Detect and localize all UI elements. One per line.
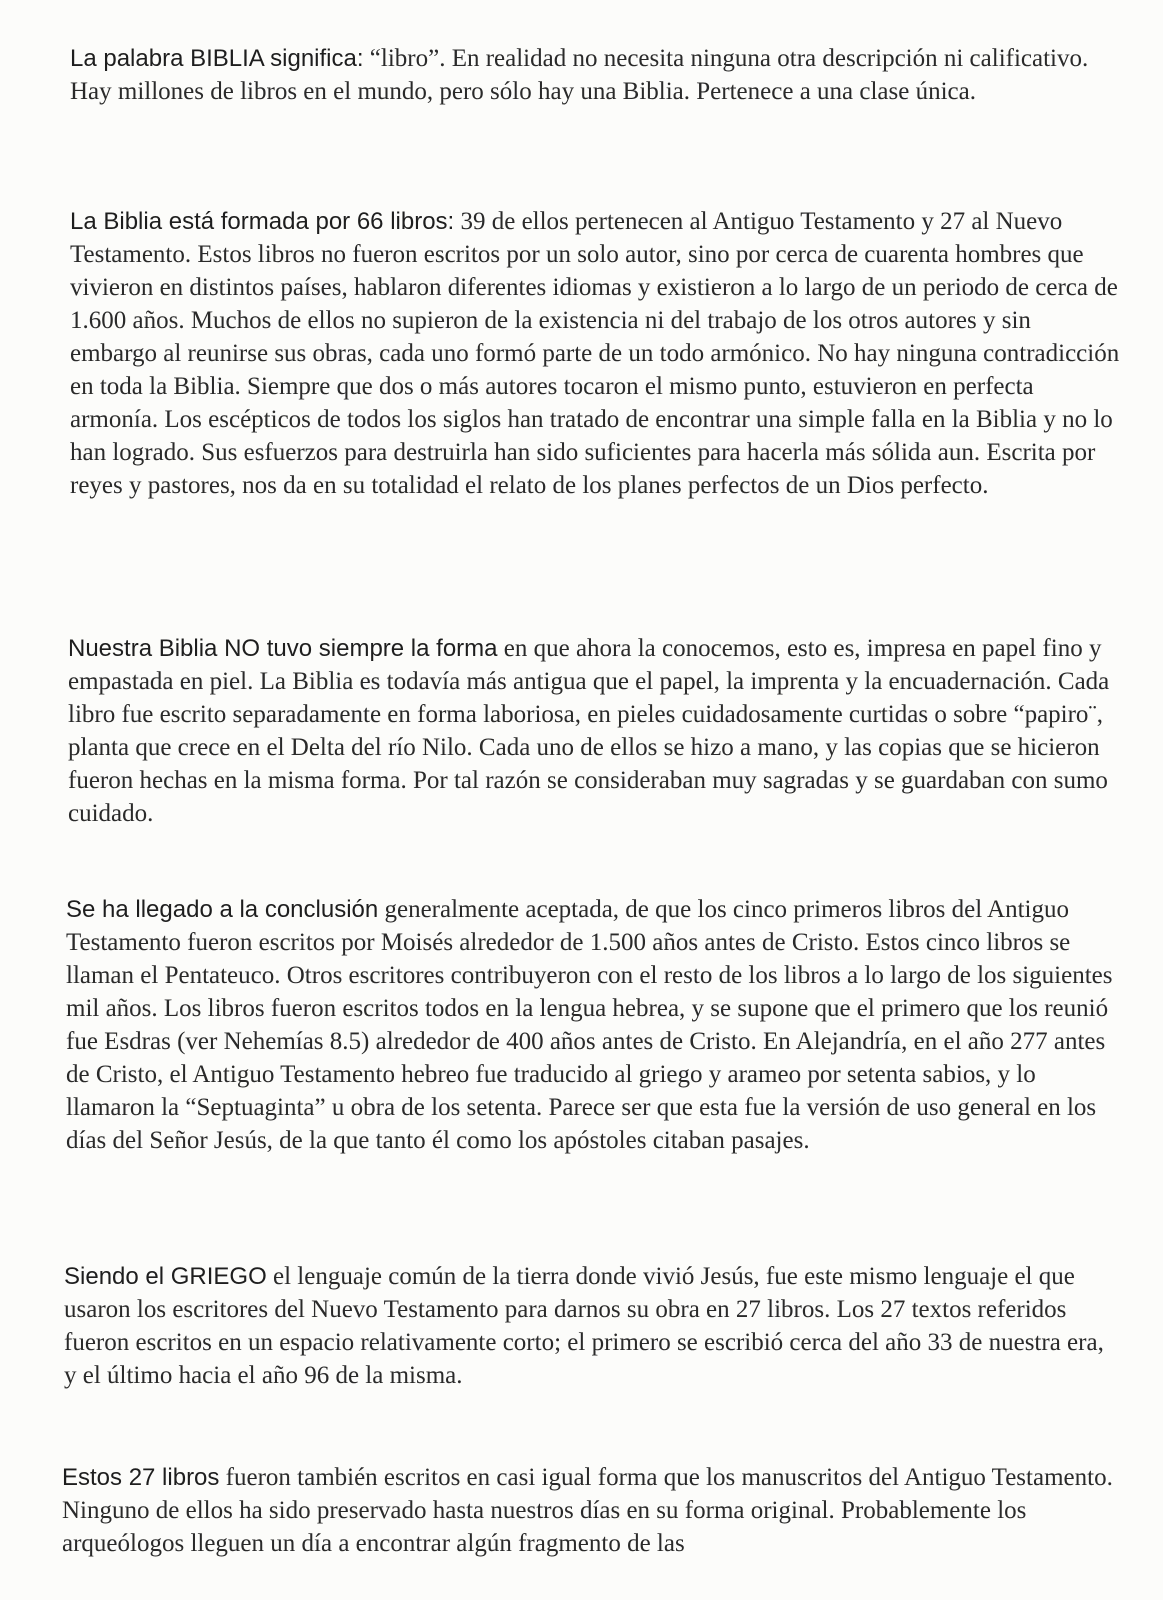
- paragraph-pentateuch: [66, 893, 1118, 1157]
- paragraph-text: fueron también escritos en casi igual forma que los manuscritos del Antiguo Testamento. Ninguno de ellos ha sido preservado hasta nuestros días en su forma original. Probablemente los arqueólogos lleguen un día a encontrar algún fragmento de las: [62, 1464, 1113, 1557]
- paragraph-lead: Se ha llegado a la conclusión: [66, 896, 379, 923]
- paragraph-lead: La palabra BIBLIA significa:: [70, 45, 364, 72]
- paragraph-lead: Estos 27 libros: [62, 1464, 220, 1491]
- paragraph-biblia-meaning: [70, 42, 1122, 108]
- paragraph-form-of-bible: [68, 632, 1120, 830]
- paragraph-text: 39 de ellos pertenecen al Antiguo Testamento y 27 al Nuevo Testamento. Estos libros no fueron escritos por un solo autor, sino por cerca de cuarenta hombres que vivieron en distintos países, hablaron diferentes idiomas y existieron a lo largo de un periodo de cerca de 1.600 años. Muchos de ellos no supieron de la existencia ni del trabajo de los otros autores y sin embargo al reunirse sus obras, cada uno formó parte de un todo armónico. No hay ninguna contradicción en toda la Biblia. Siempre que dos o más autores tocaron el mismo punto, estuvieron en perfecta armonía. Los escépticos de todos los siglos han tratado de encontrar una simple falla en la Biblia y no lo han logrado. Sus esfuerzos para destruirla han sido suficientes para hacerla más sólida aun. Escrita por reyes y pastores, nos da en su totalidad el relato de los planes perfectos de un Dios perfecto.: [70, 208, 1120, 499]
- paragraph-greek: [64, 1260, 1116, 1392]
- paragraph-lead: La Biblia está formada por 66 libros:: [70, 208, 455, 235]
- paragraph-lead: Nuestra Biblia NO tuvo siempre la forma: [68, 635, 498, 662]
- paragraph-27-books: [62, 1461, 1114, 1560]
- paragraph-text: “libro”. En realidad no necesita ninguna otra descripción ni calificativo. Hay millones de libros en el mundo, pero sólo hay una Biblia. Pertenece a una clase única.: [70, 45, 1089, 105]
- paragraph-text: en que ahora la conocemos, esto es, impresa en papel fino y empastada en piel. La Biblia es todavía más antigua que el papel, la imprenta y la encuadernación. Cada libro fue escrito separadamente en forma laboriosa, en pieles cuidadosamente curtidas o sobre “papiro¨, planta que crece en el Delta del río Nilo. Cada uno de ellos se hizo a mano, y las copias que se hicieron fueron hechas en la misma forma. Por tal razón se consideraban muy sagradas y se guardaban con sumo cuidado.: [68, 635, 1110, 827]
- paragraph-text: generalmente aceptada, de que los cinco primeros libros del Antiguo Testamento fueron escritos por Moisés alrededor de 1.500 años antes de Cristo. Estos cinco libros se llaman el Pentateuco. Otros escritores contribuyeron con el resto de los libros a lo largo de los siguientes mil años. Los libros fueron escritos todos en la lengua hebrea, y se supone que el primero que los reunió fue Esdras (ver Nehemías 8.5) alrededor de 400 años antes de Cristo. En Alejandría, en el año 277 antes de Cristo, el Antiguo Testamento hebreo fue traducido al griego y arameo por setenta sabios, y lo llamaron la “Septuaginta” u obra de los setenta. Parece ser que esta fue la versión de uso general en los días del Señor Jesús, de la que tanto él como los apóstoles citaban pasajes.: [66, 896, 1113, 1154]
- paragraph-66-books: [70, 205, 1122, 502]
- paragraph-lead: Siendo el GRIEGO: [64, 1263, 267, 1290]
- paragraph-text: el lenguaje común de la tierra donde vivió Jesús, fue este mismo lenguaje el que usaron los escritores del Nuevo Testamento para darnos su obra en 27 libros. Los 27 textos referidos fueron escritos en un espacio relativamente corto; el primero se escribió cerca del año 33 de nuestra era, y el último hacia el año 96 de la misma.: [64, 1263, 1104, 1389]
